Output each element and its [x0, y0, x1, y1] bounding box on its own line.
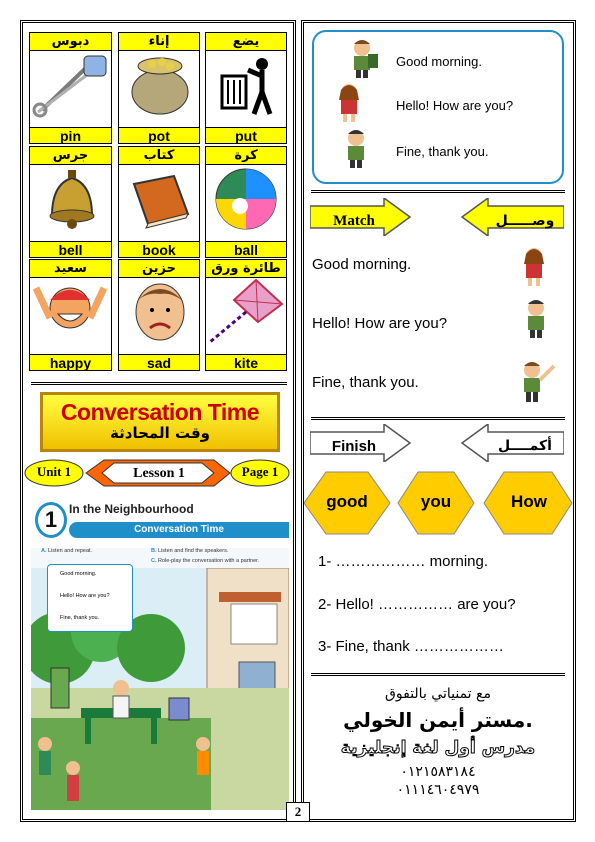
- speaker-boy-1-icon: [348, 38, 382, 78]
- beach-ball-icon: [210, 166, 282, 232]
- word-bank-good: good: [326, 492, 368, 511]
- vocab-pot-english: pot: [118, 127, 200, 144]
- vocab-kite-arabic: طائرة ورق: [205, 259, 287, 278]
- conversation-title-ar: وقت المحادثة: [110, 424, 210, 442]
- match-boy-icon: [520, 298, 556, 338]
- put-trash-icon: [212, 52, 284, 118]
- lesson-label: Lesson 1: [133, 466, 185, 481]
- match-item-1: Good morning.: [312, 256, 412, 273]
- textbook-banner: Conversation Time: [69, 522, 289, 538]
- page-label: Page 1: [241, 464, 279, 479]
- bell-icon: [32, 166, 110, 232]
- unit-number-badge: 1: [35, 502, 67, 538]
- vocab-book-arabic: كتاب: [118, 146, 200, 165]
- vocab-ball-english: ball: [205, 241, 287, 258]
- match-waving-boy-icon: [516, 360, 560, 404]
- footer-title: مدرس أول لغة إنجليزية: [340, 738, 536, 758]
- footer-phone-1: ٠١٢١٥٨٣١٨٤: [400, 764, 476, 780]
- word-bank-how: How: [511, 492, 547, 511]
- footer-phone-2: ٠١١١٤٦٠٤٩٧٩: [396, 782, 480, 798]
- vocab-pin-english: pin: [29, 127, 112, 144]
- vocab-happy-english: happy: [29, 354, 112, 371]
- match-label: Match: [333, 213, 375, 229]
- speaker-boy-2-icon: [340, 128, 374, 168]
- vocab-put-english: put: [205, 127, 287, 144]
- match-girl-icon: [516, 246, 552, 286]
- vocab-bell-arabic: جرس: [29, 146, 112, 165]
- vocab-put-arabic: يضع: [205, 32, 287, 51]
- vocab-pin-arabic: دبوس: [29, 32, 112, 51]
- vocab-pot-arabic: إناء: [118, 32, 200, 51]
- finish-sentence-3: 3- Fine, thank ………………: [318, 638, 504, 655]
- vocab-happy-arabic: سعيد: [29, 259, 112, 278]
- textbook-unit-title: In the Neighbourhood: [69, 502, 194, 516]
- textbook-page: [31, 492, 289, 810]
- instruction-b: B. Listen and find the speakers.: [151, 548, 229, 554]
- instruction-c: C. Role-play the conversation with a partner.: [151, 558, 260, 564]
- safety-pin-icon: [32, 52, 110, 118]
- finish-sentence-1: 1- ……………… morning.: [318, 553, 489, 570]
- left-divider: [31, 382, 287, 385]
- right-divider-2: [311, 417, 565, 420]
- textbook-header: [31, 492, 289, 548]
- finish-sentence-2: 2- Hello! …………… are you?: [318, 596, 516, 613]
- unit-label: Unit 1: [36, 464, 72, 479]
- page-number: 2: [286, 802, 310, 822]
- pot-icon: [124, 52, 196, 118]
- dialogue-line-3: Fine, thank you.: [396, 144, 489, 159]
- speaker-girl-icon: [332, 82, 366, 122]
- finish-ar-label: أكمــــل: [498, 438, 552, 454]
- vocab-sad-arabic: حزين: [118, 259, 200, 278]
- vocab-kite-english: kite: [205, 354, 287, 371]
- vocab-book-english: book: [118, 241, 200, 258]
- textbook-line-3: Fine, thank you.: [60, 615, 100, 621]
- conversation-title-box: [40, 392, 280, 452]
- happy-boy-icon: [30, 278, 110, 344]
- sad-boy-icon: [122, 278, 198, 344]
- instruction-a: A. Listen and repeat.: [41, 548, 93, 554]
- footer-wish: مع تمنياتي بالتفوق: [385, 686, 491, 702]
- match-item-3: Fine, thank you.: [312, 374, 419, 391]
- textbook-line-2: Hello! How are you?: [60, 593, 110, 599]
- right-divider-3: [311, 673, 565, 676]
- word-bank-you: you: [420, 492, 452, 511]
- vocab-ball-arabic: كرة: [205, 146, 287, 165]
- kite-icon: [206, 278, 286, 344]
- vocab-bell-english: bell: [29, 241, 112, 258]
- dialogue-line-1: Good morning.: [396, 54, 482, 69]
- book-icon: [126, 170, 196, 230]
- right-divider-1: [311, 190, 565, 193]
- footer-teacher: مستر أيمن الخولي.: [343, 708, 533, 732]
- vocab-sad-english: sad: [118, 354, 200, 371]
- match-ar-label: وصـــــل: [495, 213, 555, 229]
- textbook-dialogue-box: [47, 564, 133, 632]
- finish-label: Finish: [331, 438, 377, 455]
- conversation-title-en: Conversation Time: [60, 399, 260, 425]
- match-item-2: Hello! How are you?: [312, 315, 448, 332]
- dialogue-line-2: Hello! How are you?: [396, 98, 514, 113]
- textbook-line-1: Good morning.: [60, 571, 97, 577]
